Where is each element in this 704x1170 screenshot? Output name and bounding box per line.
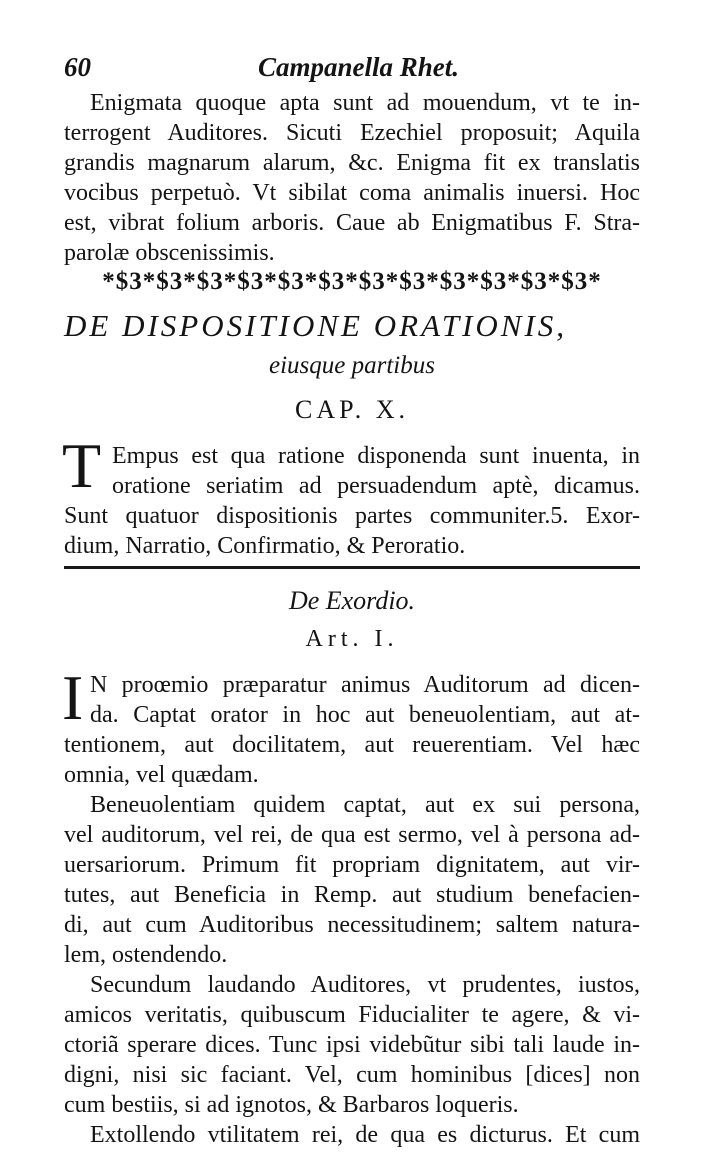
article-line: uersariorum. Primum fit propriam dignitatem, aut vir- [64, 852, 640, 878]
article-title: De Exordio. [288, 586, 416, 615]
intro-line: Enigmata quoque apta sunt ad mouendum, vt te in- [90, 90, 640, 116]
intro-line: parolæ obscenissimis. [64, 240, 275, 266]
article-line: digni, nisi sic faciant. Vel, cum hominibus [dices] non [64, 1062, 640, 1088]
article-line: Beneuolentiam quidem captat, aut ex sui persona, [90, 792, 640, 818]
article-line: ctoriã sperare dices. Tunc ipsi videbũtur sibi tali laude in- [64, 1032, 640, 1058]
dropcap: I [62, 662, 84, 733]
section-subtitle: eiusque partibus [269, 352, 435, 379]
article-line: omnia, vel quædam. [64, 762, 259, 788]
article-line: vel auditorum, vel rei, de qua est sermo, vel à persona ad- [64, 822, 640, 848]
intro-line: grandis magnarum alarum, &c. Enigma fit ex translatis [64, 150, 640, 176]
intro-line: vocibus perpetuò. Vt sibilat coma animalis inuersi. Hoc [64, 180, 640, 206]
article-line: tutes, aut Beneficia in Remp. aut studium benefacien- [64, 882, 640, 908]
chapter-line: Empus est qua ratione disponenda sunt inuenta, in [112, 443, 640, 469]
intro-line: terrogent Auditores. Sicuti Ezechiel proposuit; Aquila [64, 120, 640, 146]
article-number: Art. I. [305, 626, 399, 652]
article-line: lem, ostendendo. [64, 942, 228, 968]
article-line: Extollendo vtilitatem rei, de qua es dicturus. Et cum [90, 1122, 640, 1148]
chapter-line: oratione seriatim ad persuadendum aptè, dicamus. [112, 473, 640, 499]
chapter-line: Sunt quatuor dispositionis partes communiter.5. Exor- [64, 503, 640, 529]
intro-line: est, vibrat folium arboris. Caue ab Enigmatibus F. Stra- [64, 210, 640, 236]
article-line: amicos veritatis, quibuscum Fiducialiter te agere, & vi- [64, 1002, 640, 1028]
article-line: N proœmio præparatur animus Auditorum ad dicen- [90, 672, 640, 698]
article-line: tentionem, aut docilitatem, aut reuerentiam. Vel hæc [64, 732, 640, 758]
article-line: da. Captat orator in hoc aut beneuolentiam, aut at- [90, 702, 640, 728]
page-number: 60 [64, 52, 91, 82]
article-line: cum bestiis, si ad ignotos, & Barbaros loqueris. [64, 1092, 519, 1118]
article-line: di, aut cum Auditoribus necessitudinem; saltem natura- [64, 912, 640, 938]
ornamental-band: *$3*$3*$3*$3*$3*$3*$3*$3*$3*$3*$3*$3* [102, 268, 602, 295]
dropcap: T [62, 430, 102, 501]
article-line: Secundum laudando Auditores, vt prudentes, iustos, [90, 972, 640, 998]
chapter-line: dium, Narratio, Confirmatio, & Peroratio. [64, 533, 466, 559]
section-title: DE DISPOSITIONE ORATIONIS, [64, 308, 568, 343]
chapter-heading: CAP. X. [295, 395, 409, 424]
horizontal-rule [64, 566, 640, 569]
running-title: Campanella Rhet. [258, 52, 460, 82]
